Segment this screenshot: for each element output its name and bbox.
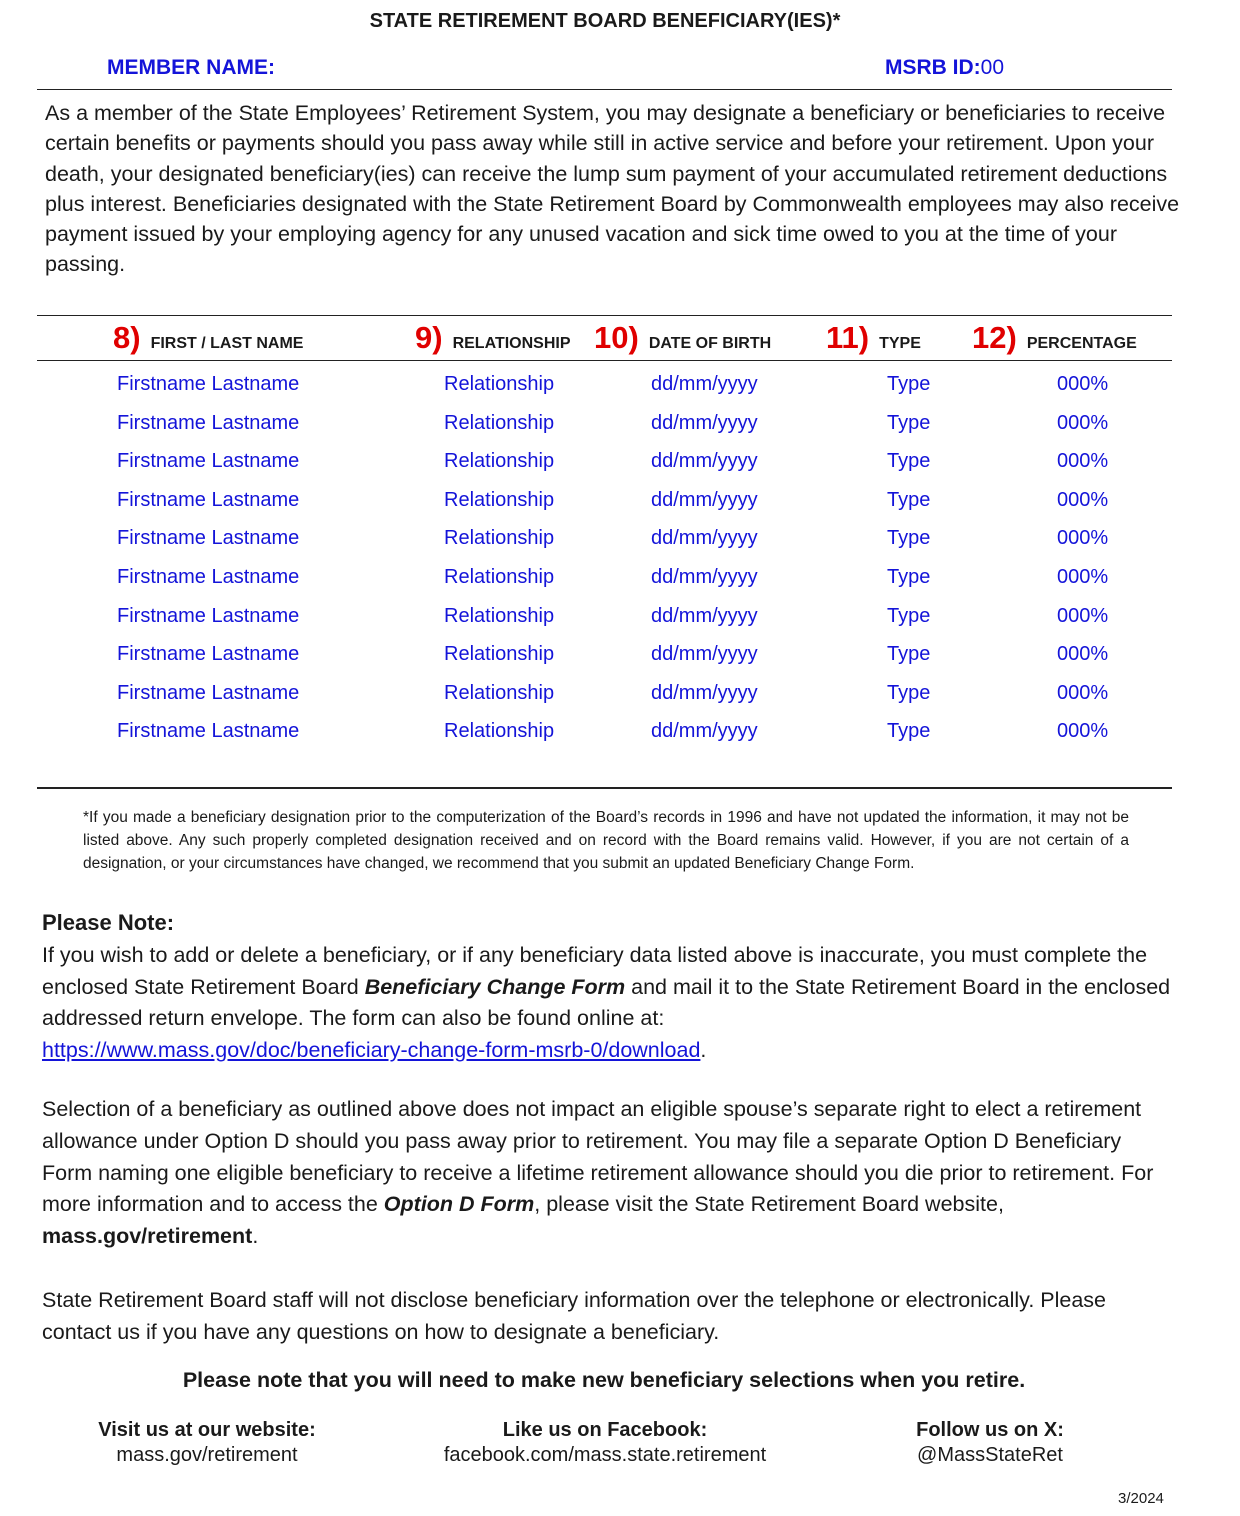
beneficiary-name: Firstname Lastname [117, 565, 300, 588]
beneficiary-type: Type [887, 681, 931, 704]
column-label: PERCENTAGE [1026, 335, 1137, 352]
column-number: 8) [113, 320, 141, 355]
table-row [0, 678, 1240, 717]
column-header-percentage [972, 320, 1137, 356]
beneficiary-type: Type [887, 720, 931, 743]
footnote: *If you made a beneficiary designation prior to the computerization of the Board’s records in 1996 and have not updated the information, it may not be listed above. Any such properly completed designation received and on record with the Board remains valid. However, if you are not certain of a designation, or your circumstances have changed, we recommend that you submit an updated Beneficiary Change Form. [83, 809, 1129, 873]
beneficiary-dob: dd/mm/yyyy [651, 643, 758, 666]
beneficiary-dob: dd/mm/yyyy [651, 604, 758, 627]
beneficiary-name: Firstname Lastname [117, 373, 300, 395]
column-number: 11) [826, 320, 870, 355]
member-info-row [37, 54, 1172, 90]
beneficiary-percentage: 000% [1057, 488, 1109, 511]
column-label: RELATIONSHIP [452, 335, 571, 352]
revision-date: 3/2024 [1118, 1490, 1164, 1507]
beneficiary-percentage: 000% [1057, 373, 1109, 395]
beneficiary-type: Type [887, 411, 931, 434]
column-header-name [113, 320, 303, 356]
beneficiary-percentage: 000% [1057, 681, 1109, 704]
msrb-id-value: 00 [980, 56, 1005, 79]
beneficiary-type: Type [887, 604, 931, 627]
column-header-relationship [415, 320, 571, 356]
msrb-id [885, 56, 1004, 80]
note-text-segment: and mail it to the State Retirement Board in the enclosed addressed return envelope. The form can also be found online at: [42, 974, 1171, 1030]
retirement-website: mass.gov/retirement [42, 1224, 253, 1249]
beneficiary-dob: dd/mm/yyyy [651, 720, 758, 743]
beneficiary-type: Type [887, 643, 931, 666]
note-paragraph-2 [42, 1094, 1172, 1253]
note-text-segment: , please visit the State Retirement Board website, [534, 1192, 1004, 1217]
column-number: 9) [415, 320, 443, 355]
note-text-segment: . [700, 1037, 707, 1062]
beneficiary-relationship: Relationship [444, 411, 555, 434]
contact-website [80, 1418, 334, 1468]
retire-note: Please note that you will need to make new beneficiary selections when you retire. [182, 1368, 1026, 1392]
beneficiary-percentage: 000% [1057, 720, 1109, 743]
beneficiary-relationship: Relationship [444, 643, 555, 666]
x-label: Follow us on X: [916, 1419, 1064, 1441]
beneficiary-relationship: Relationship [444, 450, 555, 473]
beneficiary-relationship: Relationship [444, 488, 555, 511]
note-text-segment: If you wish to add or delete a beneficiary, or if any beneficiary data listed above is inaccurate, you must complete the enclosed State Retirement Board [42, 943, 1148, 999]
beneficiary-relationship: Relationship [444, 373, 555, 395]
note-text-segment: Selection of a beneficiary as outlined above does not impact an eligible spouse’s separate right to elect a retirement allowance under Option D should you pass away prior to retirement. You may file a separate Option D Beneficiary Form naming one eligible beneficiary to receive a lifetime retirement allowance should you die prior to retirement. For more information and to access the [42, 1097, 1154, 1217]
beneficiary-percentage: 000% [1057, 527, 1109, 550]
table-row [0, 408, 1240, 447]
table-row [0, 562, 1240, 601]
website-value: mass.gov/retirement [116, 1444, 298, 1466]
beneficiary-percentage: 000% [1057, 411, 1109, 434]
x-value: @MassStateRet [917, 1444, 1063, 1466]
beneficiary-rows [0, 369, 1240, 755]
beneficiary-name: Firstname Lastname [117, 643, 300, 666]
beneficiary-relationship: Relationship [444, 527, 555, 550]
table-row [0, 446, 1240, 485]
column-label: DATE OF BIRTH [648, 335, 772, 352]
msrb-id-label: MSRB ID: [885, 56, 981, 79]
beneficiary-name: Firstname Lastname [117, 527, 300, 550]
beneficiary-relationship: Relationship [444, 565, 555, 588]
column-label: FIRST / LAST NAME [150, 335, 304, 352]
beneficiary-relationship: Relationship [444, 720, 555, 743]
note-paragraph-1 [42, 940, 1217, 1066]
beneficiary-dob: dd/mm/yyyy [651, 373, 758, 395]
table-row [0, 601, 1240, 640]
beneficiary-dob: dd/mm/yyyy [651, 411, 758, 434]
column-header-type [826, 320, 921, 356]
beneficiary-type: Type [887, 565, 931, 588]
option-d-form-title: Option D Form [383, 1192, 535, 1217]
beneficiary-type: Type [887, 373, 931, 395]
beneficiary-percentage: 000% [1057, 643, 1109, 666]
note-heading: Please Note: [42, 910, 175, 935]
beneficiary-form-link[interactable]: https://www.mass.gov/doc/beneficiary-change-form-msrb-0/download [42, 1037, 701, 1062]
intro-paragraph: As a member of the State Employees’ Retirement System, you may designate a beneficiary or beneficiaries to receive certain benefits or payments should you pass away while still in active service and before your retirement. Upon your death, your designated beneficiary(ies) can receive the lump sum payment of your accumulated retirement deductions plus interest. Beneficiaries designated with the State Retirement Board by Commonwealth employees may also receive payment issued by your employing agency for any unused vacation and sick time owed to you at the time of your passing. [45, 101, 1180, 277]
beneficiary-dob: dd/mm/yyyy [651, 450, 758, 473]
note-text-segment: . [252, 1224, 259, 1249]
page-title: STATE RETIREMENT BOARD BENEFICIARY(IES)* [369, 10, 841, 32]
beneficiary-relationship: Relationship [444, 681, 555, 704]
beneficiary-percentage: 000% [1057, 604, 1109, 627]
beneficiary-percentage: 000% [1057, 450, 1109, 473]
beneficiary-dob: dd/mm/yyyy [651, 488, 758, 511]
beneficiary-change-form-title: Beneficiary Change Form [364, 974, 626, 999]
table-row [0, 369, 1240, 408]
table-row [0, 523, 1240, 562]
table-row [0, 485, 1240, 524]
beneficiary-percentage: 000% [1057, 565, 1109, 588]
member-name-label: MEMBER NAME: [107, 56, 275, 79]
beneficiary-name: Firstname Lastname [117, 720, 300, 743]
column-header-dob [594, 320, 771, 356]
column-label: TYPE [879, 335, 921, 352]
beneficiary-name: Firstname Lastname [117, 604, 300, 627]
beneficiary-table-header [37, 315, 1172, 361]
beneficiary-name: Firstname Lastname [117, 411, 300, 434]
facebook-value: facebook.com/mass.state.retirement [443, 1444, 767, 1466]
beneficiary-name: Firstname Lastname [117, 450, 300, 473]
contact-facebook [400, 1418, 810, 1468]
table-bottom-rule [37, 787, 1172, 789]
beneficiary-type: Type [887, 527, 931, 550]
column-number: 10) [594, 320, 639, 355]
contact-x [880, 1418, 1100, 1468]
table-row [0, 639, 1240, 678]
beneficiary-dob: dd/mm/yyyy [651, 527, 758, 550]
table-row [0, 716, 1240, 755]
beneficiary-dob: dd/mm/yyyy [651, 565, 758, 588]
beneficiary-name: Firstname Lastname [117, 681, 300, 704]
website-label: Visit us at our website: [98, 1419, 316, 1441]
beneficiary-type: Type [887, 450, 931, 473]
beneficiary-name: Firstname Lastname [117, 488, 300, 511]
column-number: 12) [972, 320, 1017, 355]
beneficiary-dob: dd/mm/yyyy [651, 681, 758, 704]
beneficiary-type: Type [887, 488, 931, 511]
facebook-label: Like us on Facebook: [502, 1419, 708, 1441]
note-paragraph-3: State Retirement Board staff will not disclose beneficiary information over the telephone or electronically. Please contact us if you have any questions on how to designate a beneficiary. [42, 1288, 1107, 1344]
beneficiary-relationship: Relationship [444, 604, 555, 627]
